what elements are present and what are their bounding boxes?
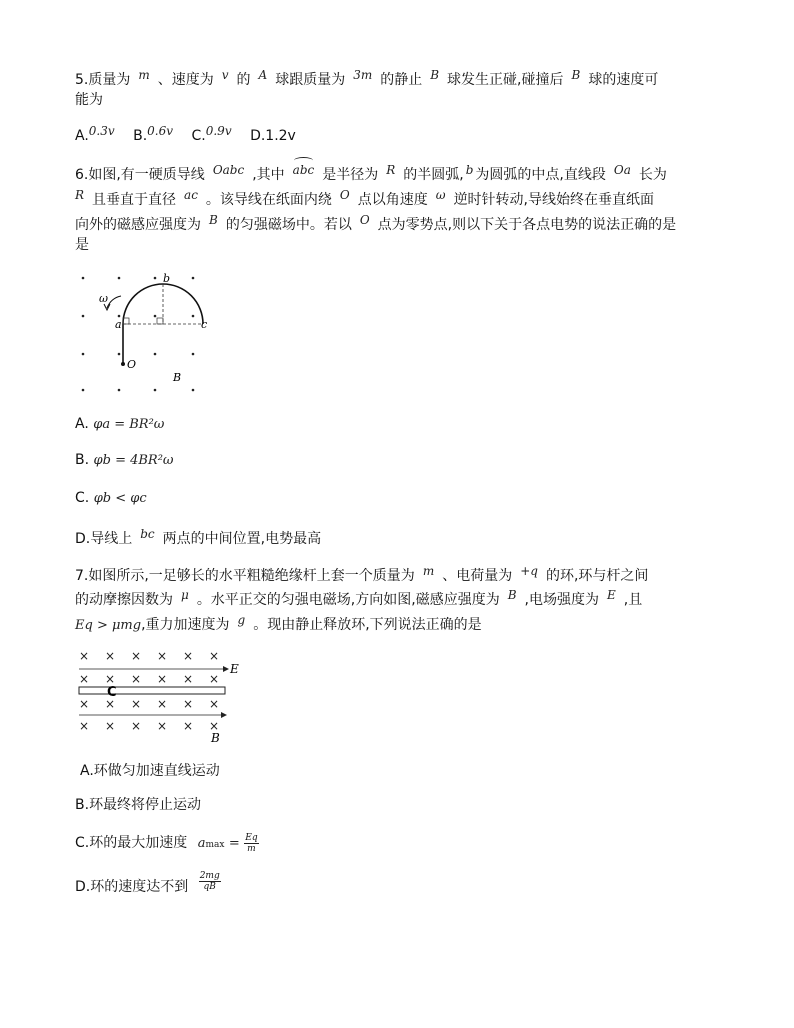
q6-line-4: 是	[75, 237, 89, 253]
fraction-2mg-over-qB	[199, 871, 221, 892]
option-label: B.	[75, 797, 90, 813]
q7-line-3	[75, 615, 482, 636]
option-label: D.	[75, 879, 91, 895]
math-arc-abc: abc	[293, 160, 315, 180]
option-expr: φb < φc	[93, 491, 147, 506]
q6-option-b[interactable]	[75, 452, 174, 468]
q6-text: 的匀强磁场中。若以	[225, 217, 352, 233]
option-label: D.	[75, 531, 91, 547]
math-R: R	[75, 188, 85, 202]
right-angle-b	[157, 318, 163, 324]
cross-mark: ×	[209, 672, 220, 686]
cross-mark: ×	[183, 649, 194, 663]
cross-mark: ×	[131, 697, 142, 711]
math-A: A	[258, 68, 268, 82]
cross-mark: ×	[79, 697, 90, 711]
math-plus-q: +q	[520, 564, 538, 578]
math-O: O	[359, 213, 370, 227]
option-label: A.	[75, 128, 89, 144]
q5-options	[75, 124, 296, 144]
option-text: 环的速度达不到	[90, 879, 189, 895]
math-g: g	[237, 613, 246, 627]
q6-option-d[interactable]	[75, 528, 321, 548]
q5-line-2: 能为	[75, 92, 103, 108]
label-omega: ω	[99, 292, 108, 305]
q6-text: ,其中	[252, 167, 285, 183]
option-expr: φb = 4BR²ω	[93, 453, 174, 468]
cross-mark: ×	[105, 649, 116, 663]
math-R: R	[386, 163, 396, 177]
label-a: a	[115, 318, 122, 331]
cross-mark: ×	[209, 697, 220, 711]
field-crosses	[79, 649, 219, 733]
label-c: c	[201, 318, 208, 331]
option-label: C.	[191, 128, 206, 144]
option-value: 0.3v	[88, 124, 115, 138]
q6-text: 是半径为	[322, 167, 379, 183]
q7-text: 、电荷量为	[442, 568, 513, 584]
q6-text: 点以角速度	[357, 192, 428, 208]
math-Oa: Oa	[613, 163, 631, 177]
math-equals: =	[228, 836, 240, 851]
numerator: Eq	[245, 832, 258, 843]
ring: C	[107, 685, 117, 700]
q7-option-c[interactable]	[75, 832, 259, 854]
math-Eq-gt-umg: Eq > μmg	[75, 618, 142, 633]
q5-text: 的	[236, 72, 251, 88]
q6-line-2	[75, 190, 654, 210]
label-B: B	[211, 731, 220, 745]
option-label: A.	[75, 416, 89, 432]
rod	[79, 687, 225, 694]
math-Oabc: Oabc	[212, 163, 245, 177]
cross-mark: ×	[79, 649, 90, 663]
q5-text: 的静止	[380, 72, 423, 88]
fraction-Eq-over-m	[244, 833, 258, 854]
q6-text: 。该导线在纸面内绕	[205, 192, 332, 208]
cross-mark: ×	[131, 649, 142, 663]
option-text: 环做匀加速直线运动	[93, 763, 220, 779]
option-label: B.	[75, 452, 90, 468]
option-text: 环最终将停止运动	[89, 797, 202, 813]
option-label: D.	[250, 128, 266, 144]
q7-figure	[75, 646, 250, 746]
cross-mark: ×	[183, 672, 194, 686]
q7-text: 7.如图所示,一足够长的水平粗糙绝缘杆上套一个质量为	[75, 568, 415, 584]
denominator: qB	[203, 881, 216, 892]
option-value: 1.2v	[265, 128, 296, 144]
label-B: B	[173, 371, 182, 384]
q5-option-c[interactable]	[191, 124, 246, 144]
math-mu: μ	[181, 588, 189, 602]
q5-option-a[interactable]	[75, 124, 129, 144]
q5-text: 、速度为	[157, 72, 214, 88]
math-sub-max: max	[205, 840, 225, 850]
math-m: m	[138, 68, 150, 82]
option-expr: φa = BR²ω	[93, 417, 165, 432]
math-B: B	[430, 68, 440, 82]
q7-option-b[interactable]	[75, 794, 201, 814]
math-a: a	[197, 836, 206, 851]
q5-option-d[interactable]	[250, 128, 296, 144]
q7-option-d[interactable]	[75, 870, 221, 898]
q6-text: 点为零势点,则以下关于各点电势的说法正确的是	[377, 217, 677, 233]
q5-line-1	[75, 70, 658, 90]
cross-mark: ×	[183, 719, 194, 733]
q6-text: 且垂直于直径	[92, 192, 177, 208]
cross-mark: ×	[157, 649, 168, 663]
q5-text: 5.质量为	[75, 72, 131, 88]
cross-mark: ×	[183, 697, 194, 711]
option-label: C.	[75, 490, 90, 506]
q7-text: 的动摩擦因数为	[75, 592, 173, 608]
q6-line-3	[75, 215, 676, 235]
label-E: E	[230, 662, 239, 676]
q6-option-a[interactable]	[75, 416, 164, 432]
q7-text: ,电场强度为	[524, 592, 599, 608]
math-O: O	[339, 188, 350, 202]
cross-mark: ×	[79, 672, 90, 686]
cross-mark: ×	[157, 719, 168, 733]
math-B: B	[507, 588, 517, 602]
math-B: B	[571, 68, 581, 82]
option-label: C.	[75, 835, 90, 851]
option-text: 环的最大加速度	[89, 835, 188, 851]
option-text: 导线上	[90, 531, 133, 547]
math-3m: 3m	[353, 68, 373, 82]
math-bc: bc	[140, 527, 155, 541]
q6-text: 6.如图,有一硬质导线	[75, 167, 205, 183]
option-text: 两点的中间位置,电势最高	[162, 531, 322, 547]
q5-text: 球跟质量为	[275, 72, 346, 88]
b-field-arrow	[221, 712, 227, 718]
q7-text: ,且	[623, 592, 643, 608]
q6-figure	[75, 268, 225, 398]
q5-text: 球发生正碰,碰撞后	[447, 72, 564, 88]
q6-line-1	[75, 165, 667, 185]
q7-text: 的环,环与杆之间	[545, 568, 649, 584]
math-ac: ac	[184, 188, 198, 202]
cross-mark: ×	[105, 719, 116, 733]
math-E: E	[607, 588, 616, 602]
math-m: m	[422, 564, 435, 578]
q7-text: 。现由静止释放环,下列说法正确的是	[253, 617, 482, 633]
option-value: 0.9v	[205, 124, 232, 138]
denominator: m	[247, 843, 256, 854]
q7-option-a[interactable]	[80, 760, 220, 780]
e-field-arrow	[223, 666, 229, 672]
label-O: O	[127, 358, 137, 371]
q6-text: 为圆弧的中点,直线段	[475, 167, 606, 183]
pivot-O	[121, 362, 125, 366]
cross-mark: ×	[131, 672, 142, 686]
option-label: A.	[80, 763, 94, 779]
math-B: B	[209, 213, 218, 227]
cross-mark: ×	[157, 697, 168, 711]
cross-mark: ×	[209, 719, 220, 733]
numerator: 2mg	[199, 870, 220, 881]
q7-line-1	[75, 566, 648, 586]
q7-text: ,重力加速度为	[141, 617, 230, 633]
q5-text: 球的速度可	[588, 72, 659, 88]
math-v: v	[221, 68, 229, 82]
q6-option-c[interactable]	[75, 490, 147, 506]
q6-text: 长为	[638, 167, 667, 183]
math-b: b	[465, 163, 474, 177]
math-omega: ω	[435, 188, 446, 202]
q6-text: 逆时针转动,导线始终在垂直纸面	[453, 192, 655, 208]
option-label: B.	[133, 128, 148, 144]
q7-text: 。水平正交的匀强电磁场,方向如图,磁感应强度为	[196, 592, 500, 608]
q6-text: 的半圆弧,	[403, 167, 464, 183]
option-value: 0.6v	[147, 124, 174, 138]
label-b: b	[163, 272, 171, 285]
q7-line-2	[75, 590, 642, 610]
cross-mark: ×	[79, 719, 90, 733]
q6-text: 向外的磁感应强度为	[75, 217, 201, 233]
cross-mark: ×	[105, 697, 116, 711]
cross-mark: ×	[209, 649, 220, 663]
cross-mark: ×	[131, 719, 142, 733]
q5-option-b[interactable]	[133, 124, 187, 144]
cross-mark: ×	[157, 672, 168, 686]
cross-mark: ×	[105, 672, 116, 686]
